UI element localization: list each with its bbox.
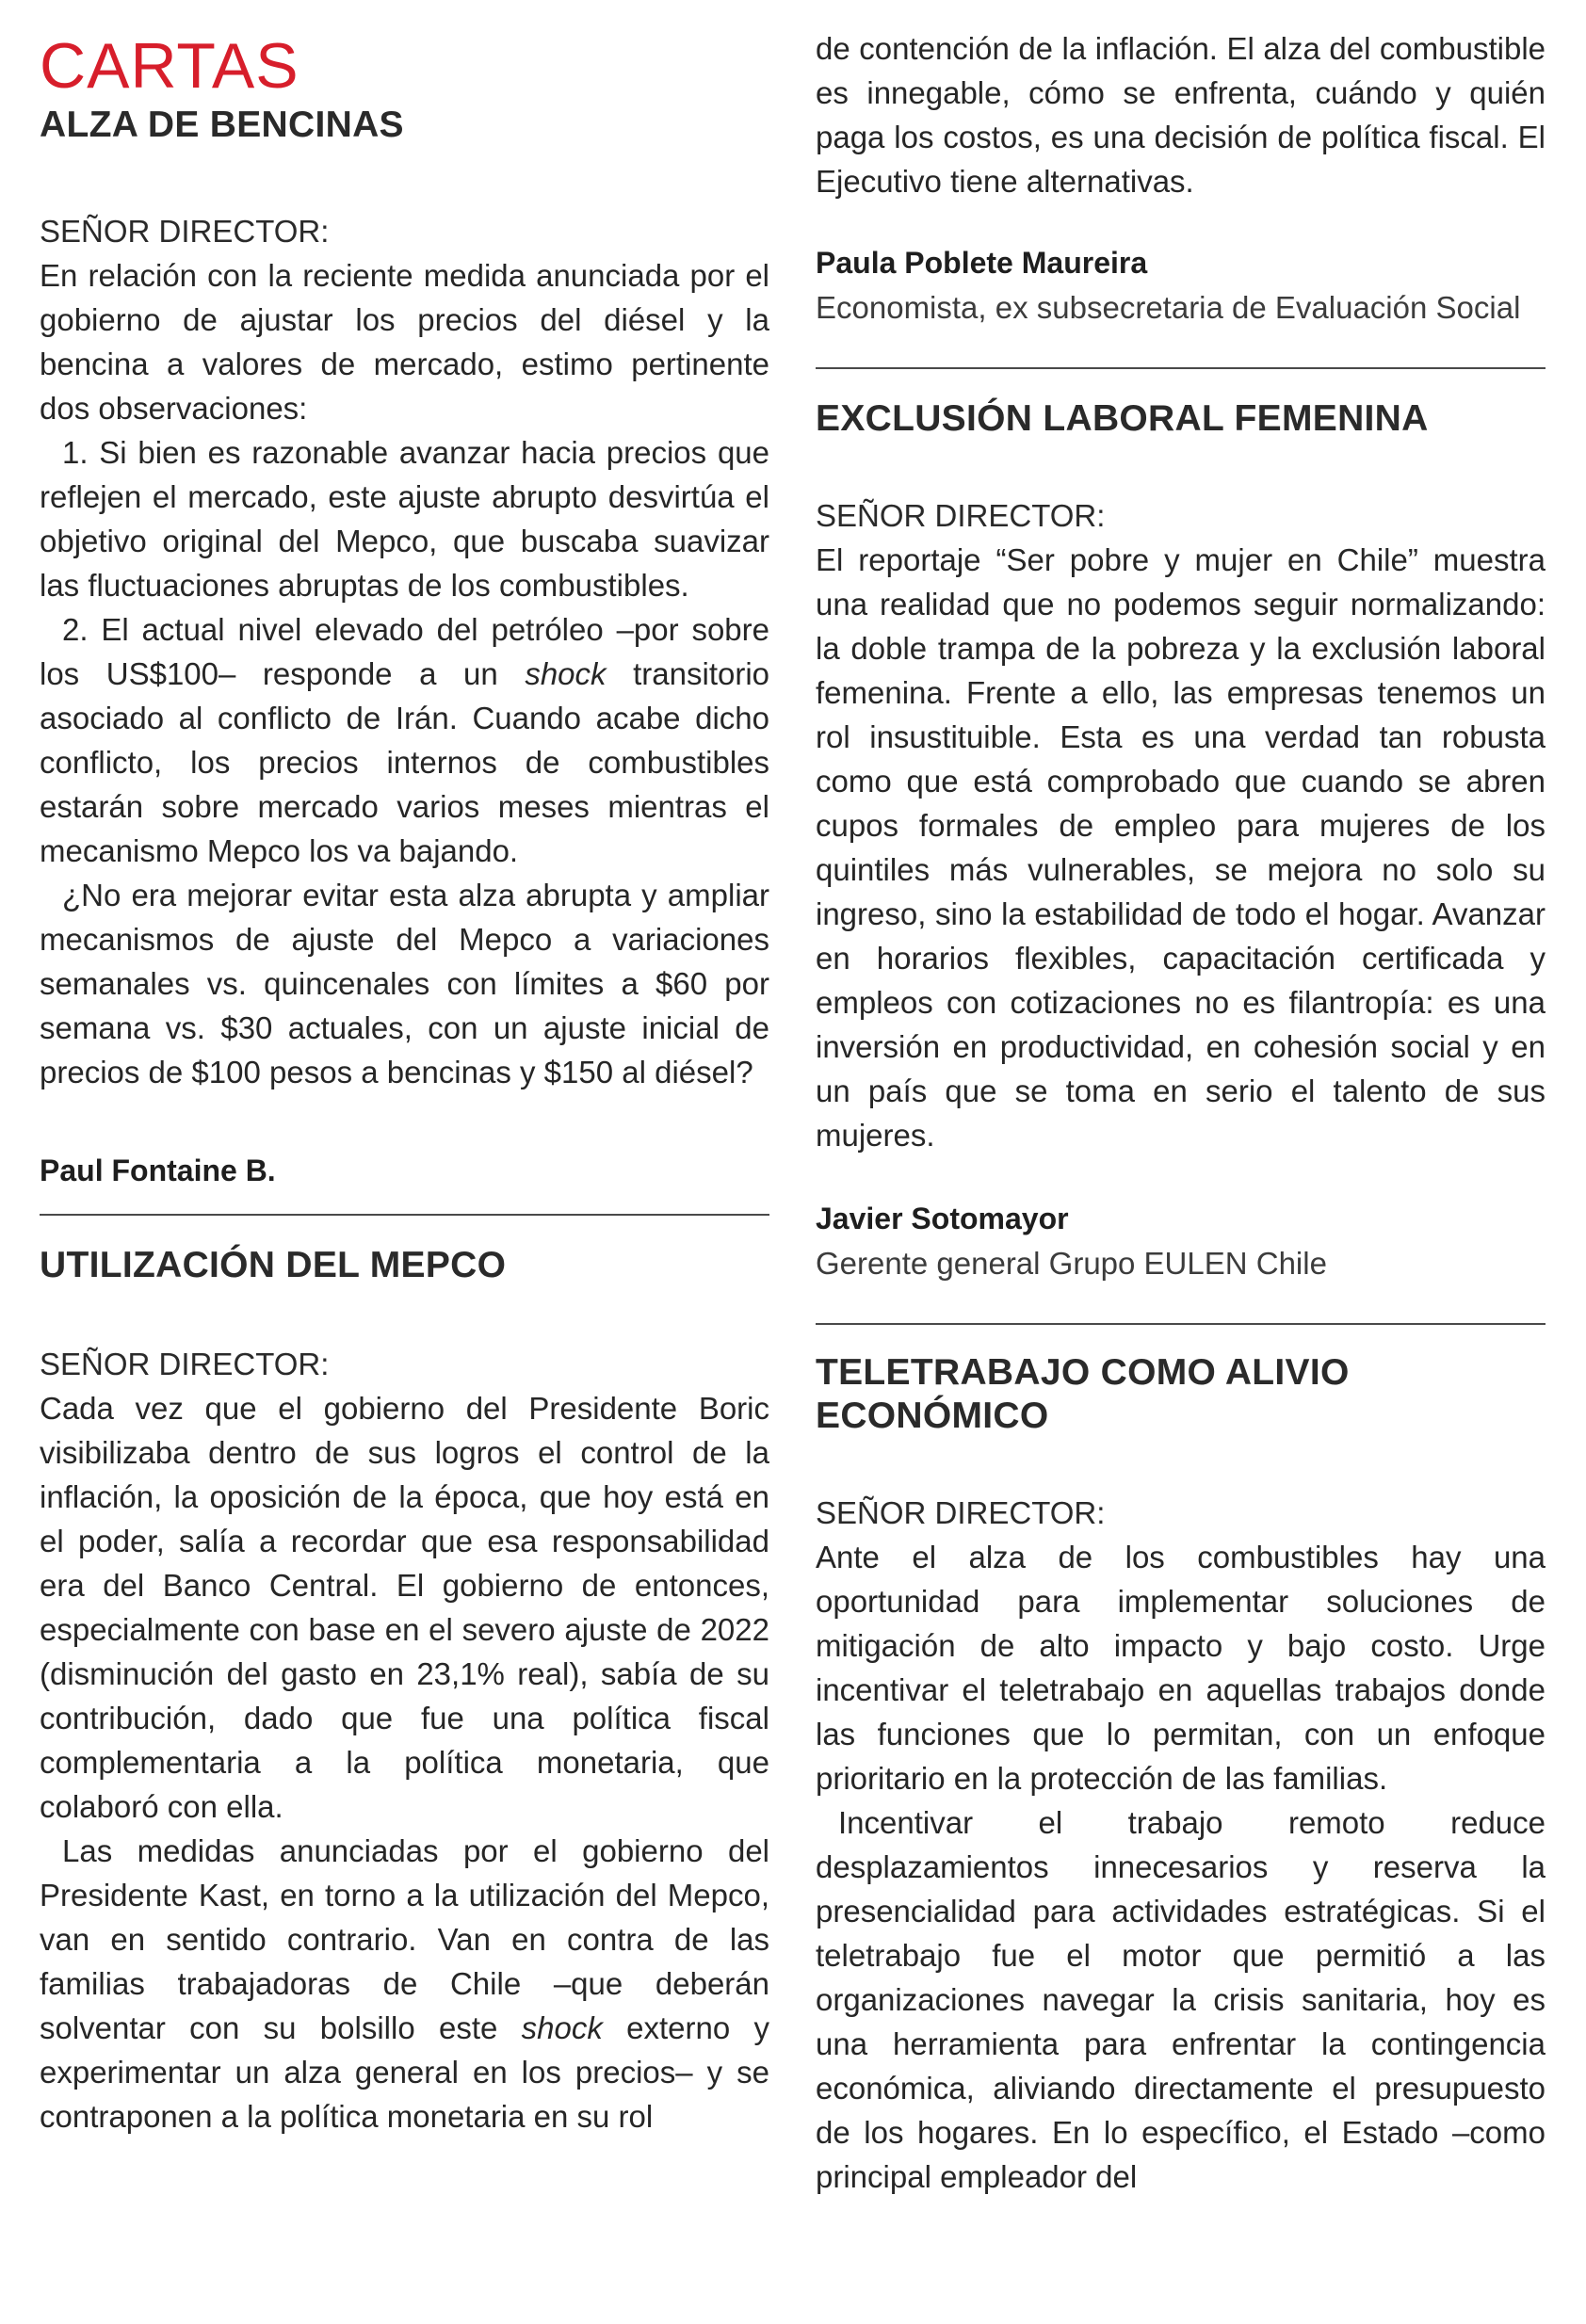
letter-paragraph: Incentivar el trabajo remoto reduce desplazamientos innecesarios y reserva la presencialidad para actividades estratégicas. Si el teletrabajo fue el motor que permitió a las organizaciones navegar la crisis sanitaria, hoy es una herramienta para enfrentar la contingencia económica, aliviando directamente el presupuesto de los hogares. En lo específico, el Estado –como principal empleador del: [816, 1805, 1546, 2194]
italic-term: shock: [521, 2010, 603, 2045]
letter-paragraph-continued: de contención de la inflación. El alza del combustible es innegable, cómo se enfrenta, cuándo y quién paga los costos, es una decisión de política fiscal. El Ejecutivo tiene alternativas.: [816, 31, 1546, 199]
letter-paragraph: [40, 607, 769, 873]
letter-salutation: SEÑOR DIRECTOR:: [816, 498, 1106, 533]
letter-title: TELETRABAJO COMO ALIVIO ECONÓMICO: [816, 1352, 1350, 1436]
letter-utilizacion-del-mepco: [40, 1244, 769, 2138]
divider: [40, 1214, 769, 1216]
letter-teletrabajo: [816, 1351, 1546, 2199]
paragraph-text: transitorio asociado al conflicto de Irán. Cuando acabe dicho conflicto, los precios internos de combustibles estarán sobre mercado varios meses mientras el mecanismo Mepco los va bajando.: [40, 656, 770, 868]
letter-paragraph: 1. Si bien es razonable avanzar hacia precios que reflejen el mercado, este ajuste abrupto desvirtúa el objetivo original del Mepco, que buscaba suavizar las fluctuaciones abruptas de los combustibles.: [40, 435, 769, 603]
letter-title: ALZA DE BENCINAS: [40, 105, 404, 145]
signature-name: Javier Sotomayor: [816, 1202, 1069, 1235]
letter-salutation: SEÑOR DIRECTOR:: [40, 214, 330, 249]
signature-name: Paul Fontaine B.: [40, 1154, 276, 1187]
letter-exclusion-laboral-femenina: [816, 397, 1546, 1285]
paragraph-text-continues: externo y experimentar un alza general en los precios– y se contraponen a la política monetaria en su rol: [40, 2010, 769, 2134]
divider: [816, 1323, 1546, 1325]
letter-alza-de-bencinas: [40, 104, 769, 1193]
signature-role: Gerente general Grupo EULEN Chile: [816, 1246, 1327, 1281]
left-column: [40, 0, 769, 2138]
letter-paragraph: Ante el alza de los combustibles hay una oportunidad para implementar soluciones de mitigación de alto impacto y bajo costo. Urge incentivar el teletrabajo en aquellas trabajos donde las funciones que lo permitan, con un enfoque prioritario en la protección de las familias.: [816, 1540, 1546, 1796]
signature-name: Paula Poblete Maureira: [816, 246, 1148, 280]
letter-paragraph: En relación con la reciente medida anunciada por el gobierno de ajustar los precios del diésel y la bencina a valores de mercado, estimo pertinente dos observaciones:: [40, 258, 769, 426]
signature-role: Economista, ex subsecretaria de Evaluación Social: [816, 290, 1521, 325]
divider: [816, 367, 1546, 369]
letter-title: EXCLUSIÓN LABORAL FEMENINA: [816, 398, 1429, 439]
letter-salutation: SEÑOR DIRECTOR:: [40, 1347, 330, 1381]
letter-salutation: SEÑOR DIRECTOR:: [816, 1495, 1106, 1530]
italic-term: shock: [525, 656, 607, 691]
paragraph-text: 2. El actual nivel elevado del petróleo –por sobre los US$100– responde a un: [40, 612, 769, 691]
letter-paragraph: ¿No era mejorar evitar esta alza abrupta y ampliar mecanismos de ajuste del Mepco a variaciones semanales vs. quincenales con límites a $60 por semana vs. $30 actuales, con un ajuste inicial de precios de $100 pesos a bencinas y $150 al diésel?: [40, 878, 769, 1089]
paragraph-text: Las medidas anunciadas por el gobierno del Presidente Kast, en torno a la utilización del Mepco, van en sentido contrario. Van en contra de las familias trabajadoras de Chile –que deberán solventar con su bolsillo este: [40, 1833, 769, 2045]
letter-paragraph: [40, 1829, 769, 2138]
letter-paragraph: Cada vez que el gobierno del Presidente Boric visibilizaba dentro de sus logros el control de la inflación, la oposición de la época, que hoy está en el poder, salía a recordar que esa responsabilidad era del Banco Central. El gobierno de entonces, especialmente con base en el severo ajuste de 2022 (disminución del gasto en 23,1% real), sabía de su contribución, dado que fue una política fiscal complementaria a la política monetaria, que colaboró con ella.: [40, 1391, 769, 1824]
letter-title: UTILIZACIÓN DEL MEPCO: [40, 1245, 507, 1285]
letter-paragraph: El reportaje “Ser pobre y mujer en Chile” muestra una realidad que no podemos seguir normalizando: la doble trampa de la pobreza y la exclusión laboral femenina. Frente a ello, las empresas tenemos un rol insustituible. Esta es una verdad tan robusta como que está comprobado que cuando se abren cupos formales de empleo para mujeres de los quintiles más vulnerables, se mejora no solo su ingreso, sino la estabilidad de todo el hogar. Avanzar en horarios flexibles, capacitación certificada y empleos con cotizaciones no es filantropía: es una inversión en productividad, en cohesión social y en un país que se toma en serio el talento de sus mujeres.: [816, 542, 1546, 1153]
right-column: [816, 0, 1546, 2199]
section-label: CARTAS: [40, 30, 299, 102]
